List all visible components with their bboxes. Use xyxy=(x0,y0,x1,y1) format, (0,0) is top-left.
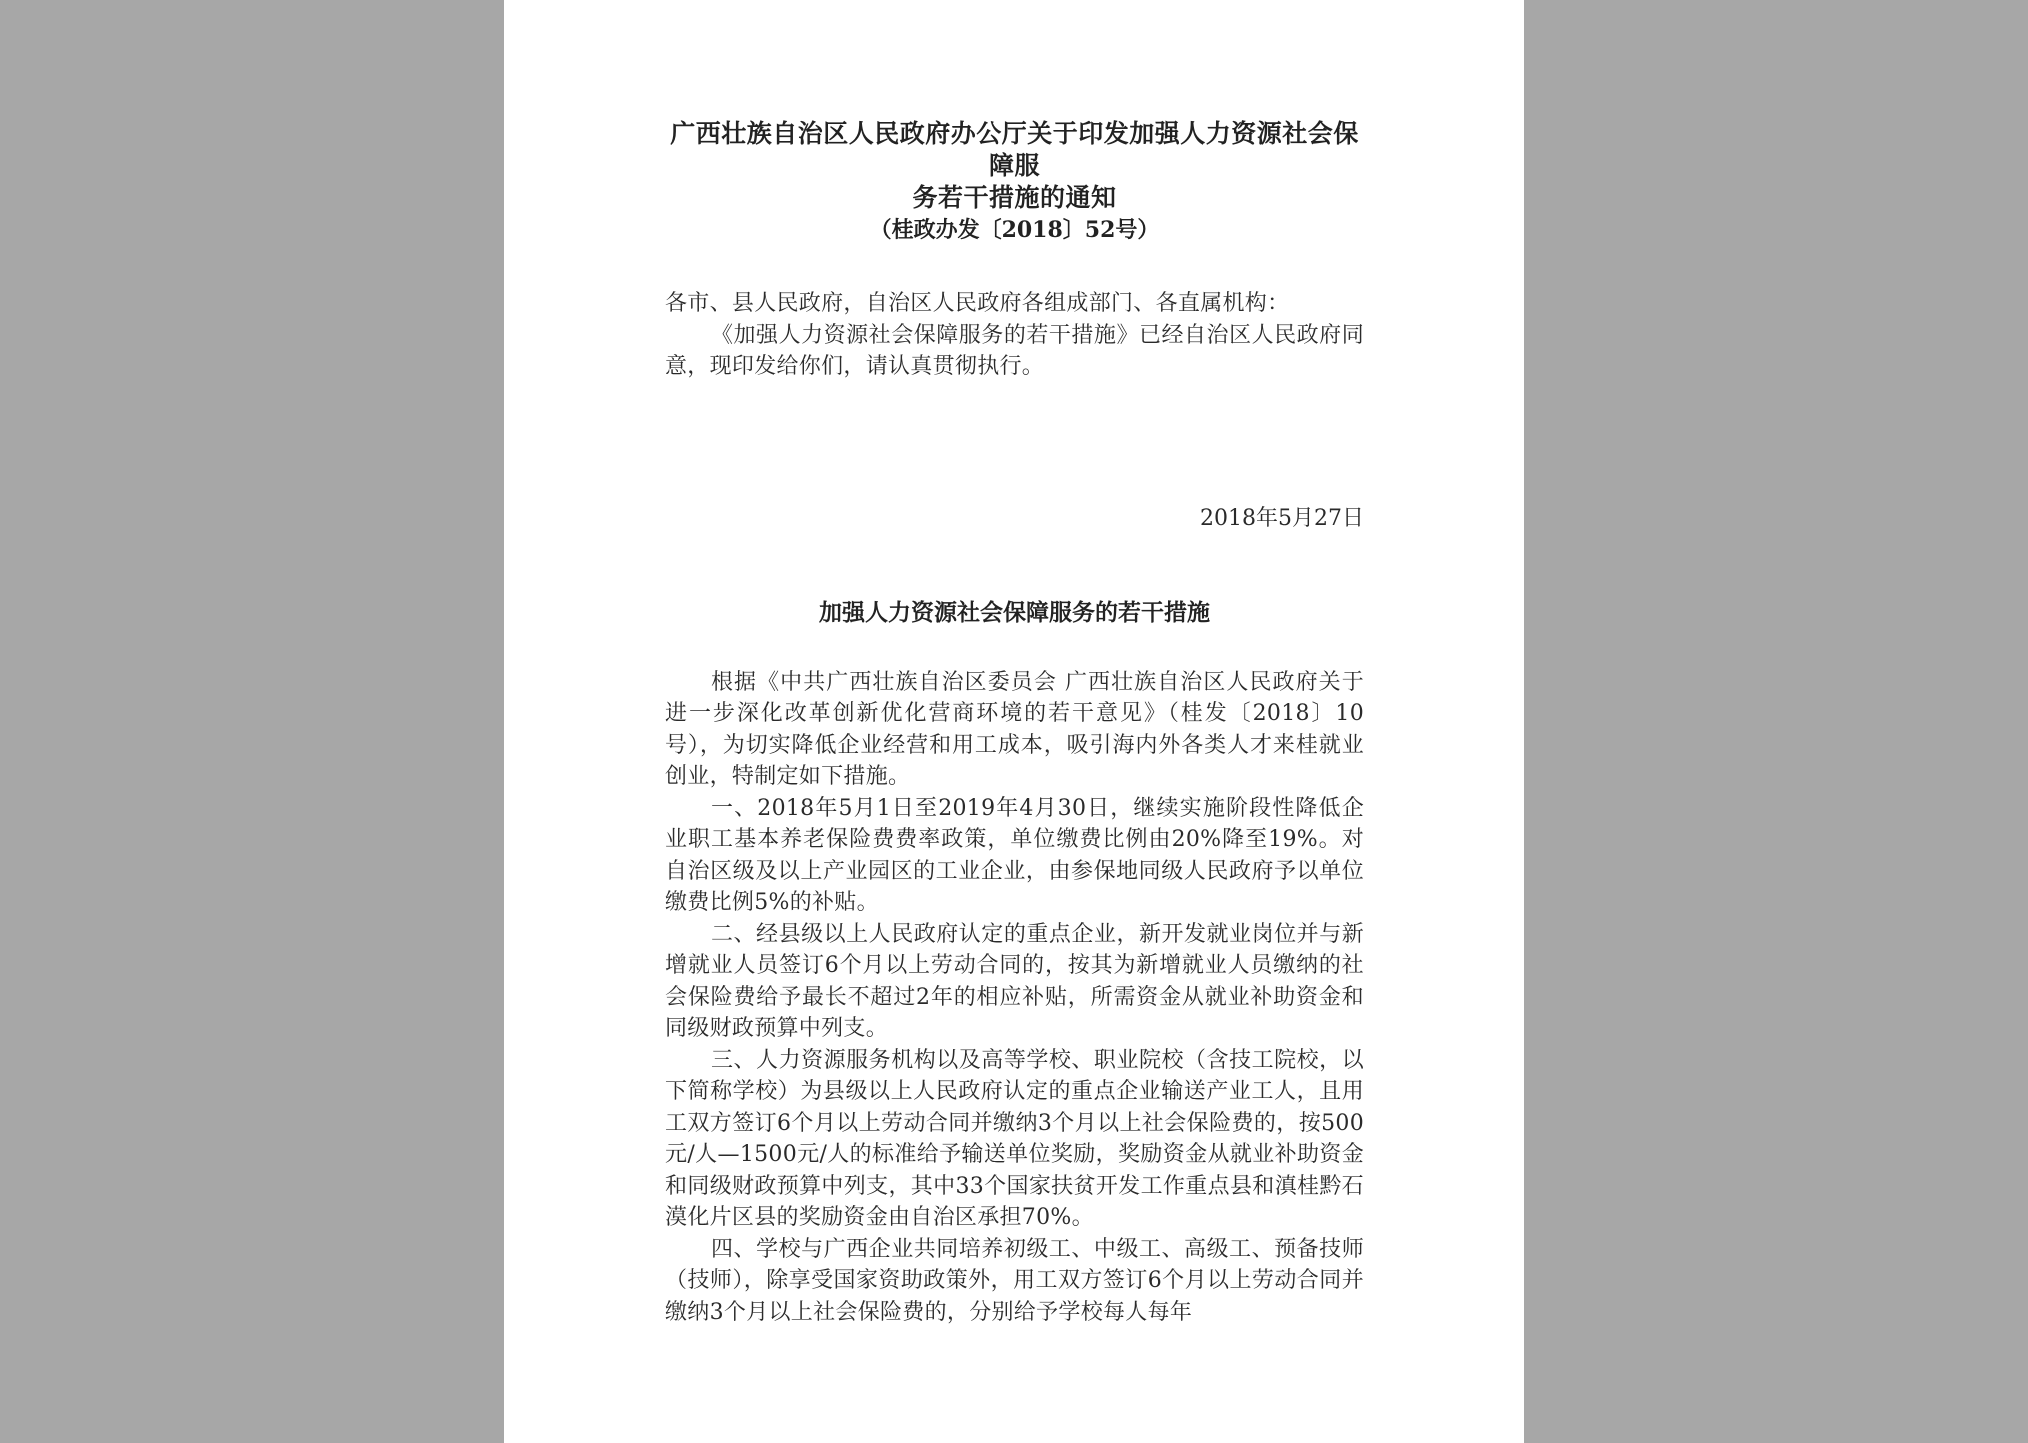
title-line-2: 务若干措施的通知 xyxy=(912,183,1117,212)
notice-body: 《加强人力资源社会保障服务的若干措施》已经自治区人民政府同意，现印发给你们，请认真贯彻执行。 xyxy=(665,322,1364,379)
paragraph-measure-3: 三、人力资源服务机构以及高等学校、职业院校（含技工院校，以下简称学校）为县级以上人民政府认定的重点企业输送产业工人，且用工双方签订6个月以上劳动合同并缴纳3个月以上社会保险费的，按500元/人—1500元/人的标准给予输送单位奖励，奖励资金从就业补助资金和同级财政预算中列支，其中33个国家扶贫开发工作重点县和滇桂黔石漠化片区县的奖励资金由自治区承担70%。 xyxy=(665,1047,1364,1230)
measures-body xyxy=(665,667,1364,1329)
document-title xyxy=(665,118,1364,214)
paragraph-intro: 根据《中共广西壮族自治区委员会 广西壮族自治区人民政府关于进一步深化改革创新优化营商环境的若干意见》（桂发〔2018〕10号），为切实降低企业经营和用工成本，吸引海内外各类人才来桂就业创业，特制定如下措施。 xyxy=(665,669,1364,789)
title-line-1: 广西壮族自治区人民政府办公厅关于印发加强人力资源社会保障服 xyxy=(670,119,1359,180)
paragraph-measure-1: 一、2018年5月1日至2019年4月30日，继续实施阶段性降低企业职工基本养老保险费费率政策，单位缴费比例由20%降至19%。对自治区级及以上产业园区的工业企业，由参保地同级人民政府予以单位缴费比例5%的补贴。 xyxy=(665,795,1364,915)
paragraph-measure-4: 四、学校与广西企业共同培养初级工、中级工、高级工、预备技师（技师），除享受国家资助政策外，用工双方签订6个月以上劳动合同并缴纳3个月以上社会保险费的，分别给予学校每人每年 xyxy=(665,1236,1364,1325)
document-number: （桂政办发〔2018〕52号） xyxy=(869,217,1160,243)
addressee: 各市、县人民政府，自治区人民政府各组成部门、各直属机构： xyxy=(665,291,1290,316)
paragraph-measure-2: 二、经县级以上人民政府认定的重点企业，新开发就业岗位并与新增就业人员签订6个月以上劳动合同的，按其为新增就业人员缴纳的社会保险费给予最长不超过2年的相应补贴，所需资金从就业补助资金和同级财政预算中列支。 xyxy=(665,921,1364,1041)
document-page xyxy=(504,0,1524,1443)
issue-date: 2018年5月27日 xyxy=(1200,505,1364,531)
section-title: 加强人力资源社会保障服务的若干措施 xyxy=(819,598,1210,626)
